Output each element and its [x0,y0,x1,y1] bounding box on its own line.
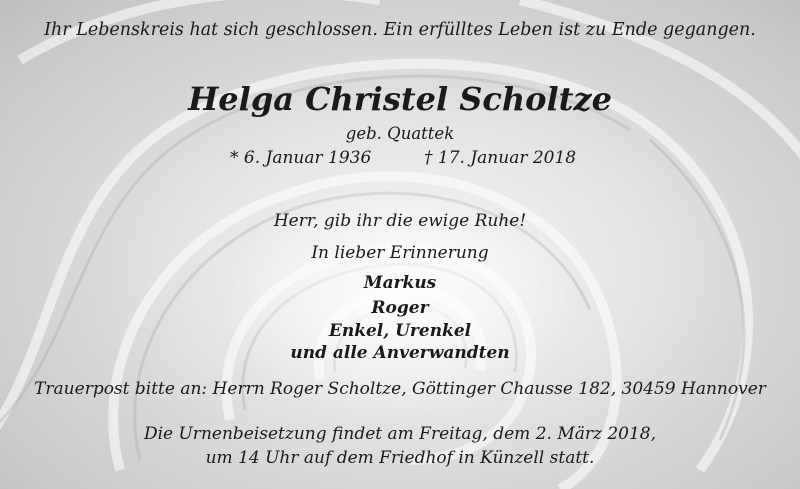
remembrance-line: In lieber Erinnerung [311,243,489,263]
funeral-info-line: Die Urnenbeisetzung findet am Freitag, dem 2. März 2018, [143,424,657,444]
mourner: Roger [371,298,429,318]
deceased-name: Helga Christel Scholtze [188,80,612,118]
mourner: Enkel, Urenkel [328,321,472,341]
death-date: † 17. Januar 2018 [424,148,577,168]
condolence-address: Trauerpost bitte an: Herrn Roger Scholtze, Göttinger Chausse 182, 30459 Hannover [34,379,766,399]
mourner: Markus [363,273,437,293]
maiden-name: geb. Quattek [345,124,455,143]
mourner: und alle Anverwandten [290,343,510,363]
funeral-info-line: um 14 Uhr auf dem Friedhof in Künzell statt. [205,448,595,468]
birth-date: * 6. Januar 1936 [230,148,372,168]
prayer-line: Herr, gib ihr die ewige Ruhe! [273,211,527,231]
opening-line: Ihr Lebenskreis hat sich geschlossen. Ein erfülltes Leben ist zu Ende gegangen. [44,20,756,40]
